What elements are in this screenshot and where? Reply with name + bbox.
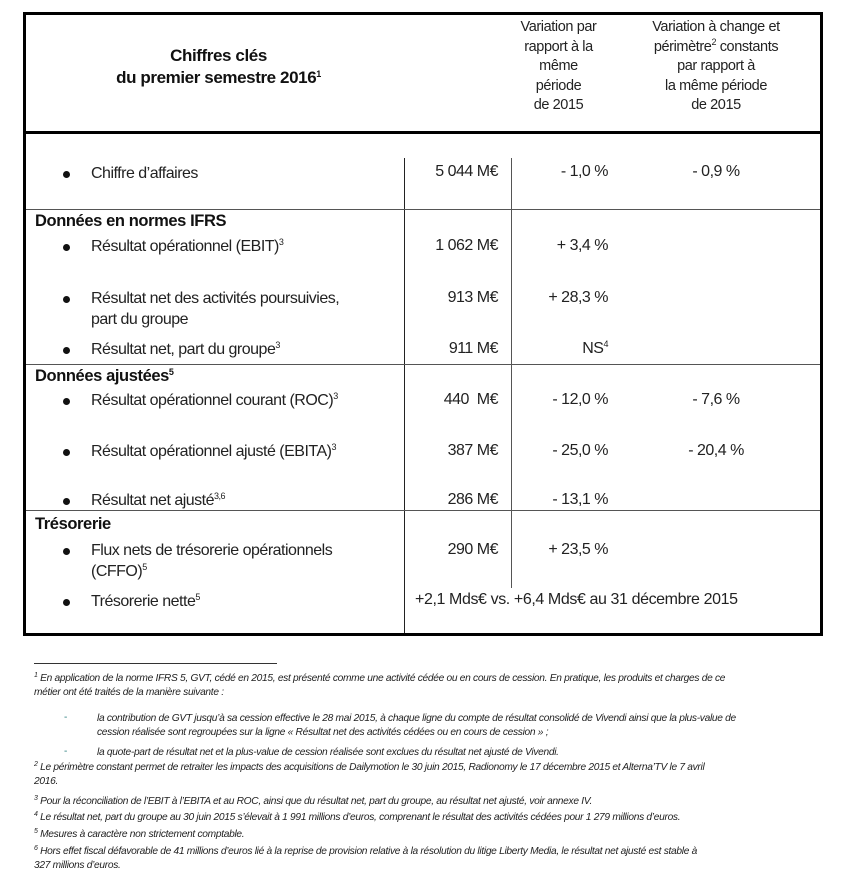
- section-adjusted: Données ajustées$^5$: [35, 367, 174, 385]
- row-net-adjusted: Résultat net ajusté$^{3,6}$: [63, 490, 401, 511]
- revenue-variation-constant: - 0,9 %: [692, 163, 740, 180]
- cffo-variation: + 23,5 %: [548, 541, 608, 558]
- row-net-group: Résultat net, part du groupe$^3$: [63, 339, 401, 360]
- title-line-1: Chiffres clés: [170, 46, 267, 65]
- row-revenue: Chiffre d’affaires: [63, 163, 401, 184]
- footnote-1-item-1: la contribution de GVT jusqu’à sa cession effective le 28 mai 2015, à chaque ligne du compte de résultat consolidé de Vivendi ainsi que la plus-value de cession réalisée sont regroupées sur la ligne « Résultat net des activités cédées ou en cours de cession » ;: [97, 713, 736, 738]
- key-figures-table: [23, 12, 823, 636]
- row-net-cash: Trésorerie nette$^5$: [63, 591, 401, 612]
- bullet-icon: [63, 347, 70, 354]
- table-title: [26, 45, 411, 89]
- revenue-value: 5 044 M€: [435, 163, 498, 180]
- net-group-variation: $NS^4$: [582, 339, 608, 357]
- column-header-constant-variation: Variation à change et périmètre$^2$ constants par rapport à la même période de 2015: [652, 19, 780, 113]
- roc-value: 440 M€: [443, 391, 498, 408]
- net-cash-value: +2,1 Mds€ vs. +6,4 Mds€ au 31 décembre 2015: [415, 591, 738, 608]
- net-continuing-variation: + 28,3 %: [548, 289, 608, 306]
- revenue-variation: - 1,0 %: [560, 163, 608, 180]
- roc-variation-constant: - 7,6 %: [692, 391, 740, 408]
- bullet-icon: [63, 398, 70, 405]
- footnote-1: $^1$ En application de la norme IFRS 5, GVT, cédé en 2015, est présenté comme une activité cédée ou en cours de cession. En pratique, les produits et charges de ce métier ont été traités de la manière suivante :: [34, 672, 726, 698]
- bullet-icon: [63, 548, 70, 555]
- bullet-icon: [63, 599, 70, 606]
- net-continuing-value: 913 M€: [447, 289, 498, 306]
- row-ebita: Résultat opérationnel ajusté (EBITA)$^3$: [63, 441, 421, 462]
- section-ifrs: Données en normes IFRS: [35, 212, 227, 230]
- row-roc: Résultat opérationnel courant (ROC)$^3$: [63, 390, 421, 411]
- row-divider-ifrs: [26, 364, 820, 365]
- roc-variation: - 12,0 %: [552, 391, 608, 408]
- header-divider: [26, 131, 820, 134]
- column-divider-2: [511, 158, 512, 588]
- bullet-icon: [63, 244, 70, 251]
- footnote-separator: [34, 663, 277, 664]
- net-group-value: 911 M€: [448, 340, 498, 357]
- bullet-icon: [63, 449, 70, 456]
- title-line-2: du premier semestre 2016$^1$: [116, 68, 321, 87]
- footnote-1-item-2: la quote-part de résultat net et la plus-value de cession réalisée sont exclues du résultat net ajusté de Vivendi.: [97, 747, 559, 758]
- ebita-variation: - 25,0 %: [552, 442, 608, 459]
- row-net-continuing: Résultat net des activités poursuivies, part du groupe: [63, 288, 401, 330]
- row-ebit: Résultat opérationnel (EBIT)$^3$: [63, 236, 401, 257]
- ebita-variation-constant: - 20,4 %: [688, 442, 744, 459]
- footnote-6: $^6$ Hors effet fiscal défavorable de 41 millions d’euros lié à la reprise de provision relative à la résolution du litige Liberty Media, le résultat net ajusté est stable à 327 millions d’euros.: [34, 845, 698, 871]
- section-treasury: Trésorerie: [35, 515, 111, 533]
- bullet-icon: [63, 296, 70, 303]
- dash-icon: -: [64, 746, 68, 757]
- cffo-value: 290 M€: [447, 541, 498, 558]
- footnote-4: $^4$ Le résultat net, part du groupe au 30 juin 2015 s’élevait à 1 991 millions d’euros, comprenant le résultat des activités cédées pour 1 279 millions d’euros.: [34, 811, 681, 823]
- dash-icon: -: [64, 712, 68, 723]
- ebit-variation: + 3,4 %: [556, 237, 608, 254]
- column-header-variation: Variation par rapport à la même période de 2015: [520, 19, 597, 113]
- row-divider-revenue: [26, 209, 820, 210]
- footnote-5: $^5$ Mesures à caractère non strictement comptable.: [34, 828, 245, 840]
- ebita-value: 387 M€: [447, 442, 498, 459]
- net-adjusted-variation: - 13,1 %: [552, 491, 608, 508]
- row-cffo: Flux nets de trésorerie opérationnels (CFFO)$^5$: [63, 540, 401, 582]
- ebit-value: 1 062 M€: [435, 237, 498, 254]
- footnote-2: $^2$ Le périmètre constant permet de retraiter les impacts des acquisitions de Dailymotion le 30 juin 2015, Radionomy le 17 décembre 2015 et Alterna’TV le 7 avril 2016.: [34, 761, 705, 787]
- net-adjusted-value: 286 M€: [447, 491, 498, 508]
- footnote-3: $^3$ Pour la réconciliation de l’EBIT à l’EBITA et au ROC, ainsi que du résultat net, part du groupe, au résultat net ajusté, voir annexe IV.: [34, 795, 593, 807]
- footnote-ref: 1: [316, 69, 321, 79]
- bullet-icon: [63, 171, 70, 178]
- bullet-icon: [63, 498, 70, 505]
